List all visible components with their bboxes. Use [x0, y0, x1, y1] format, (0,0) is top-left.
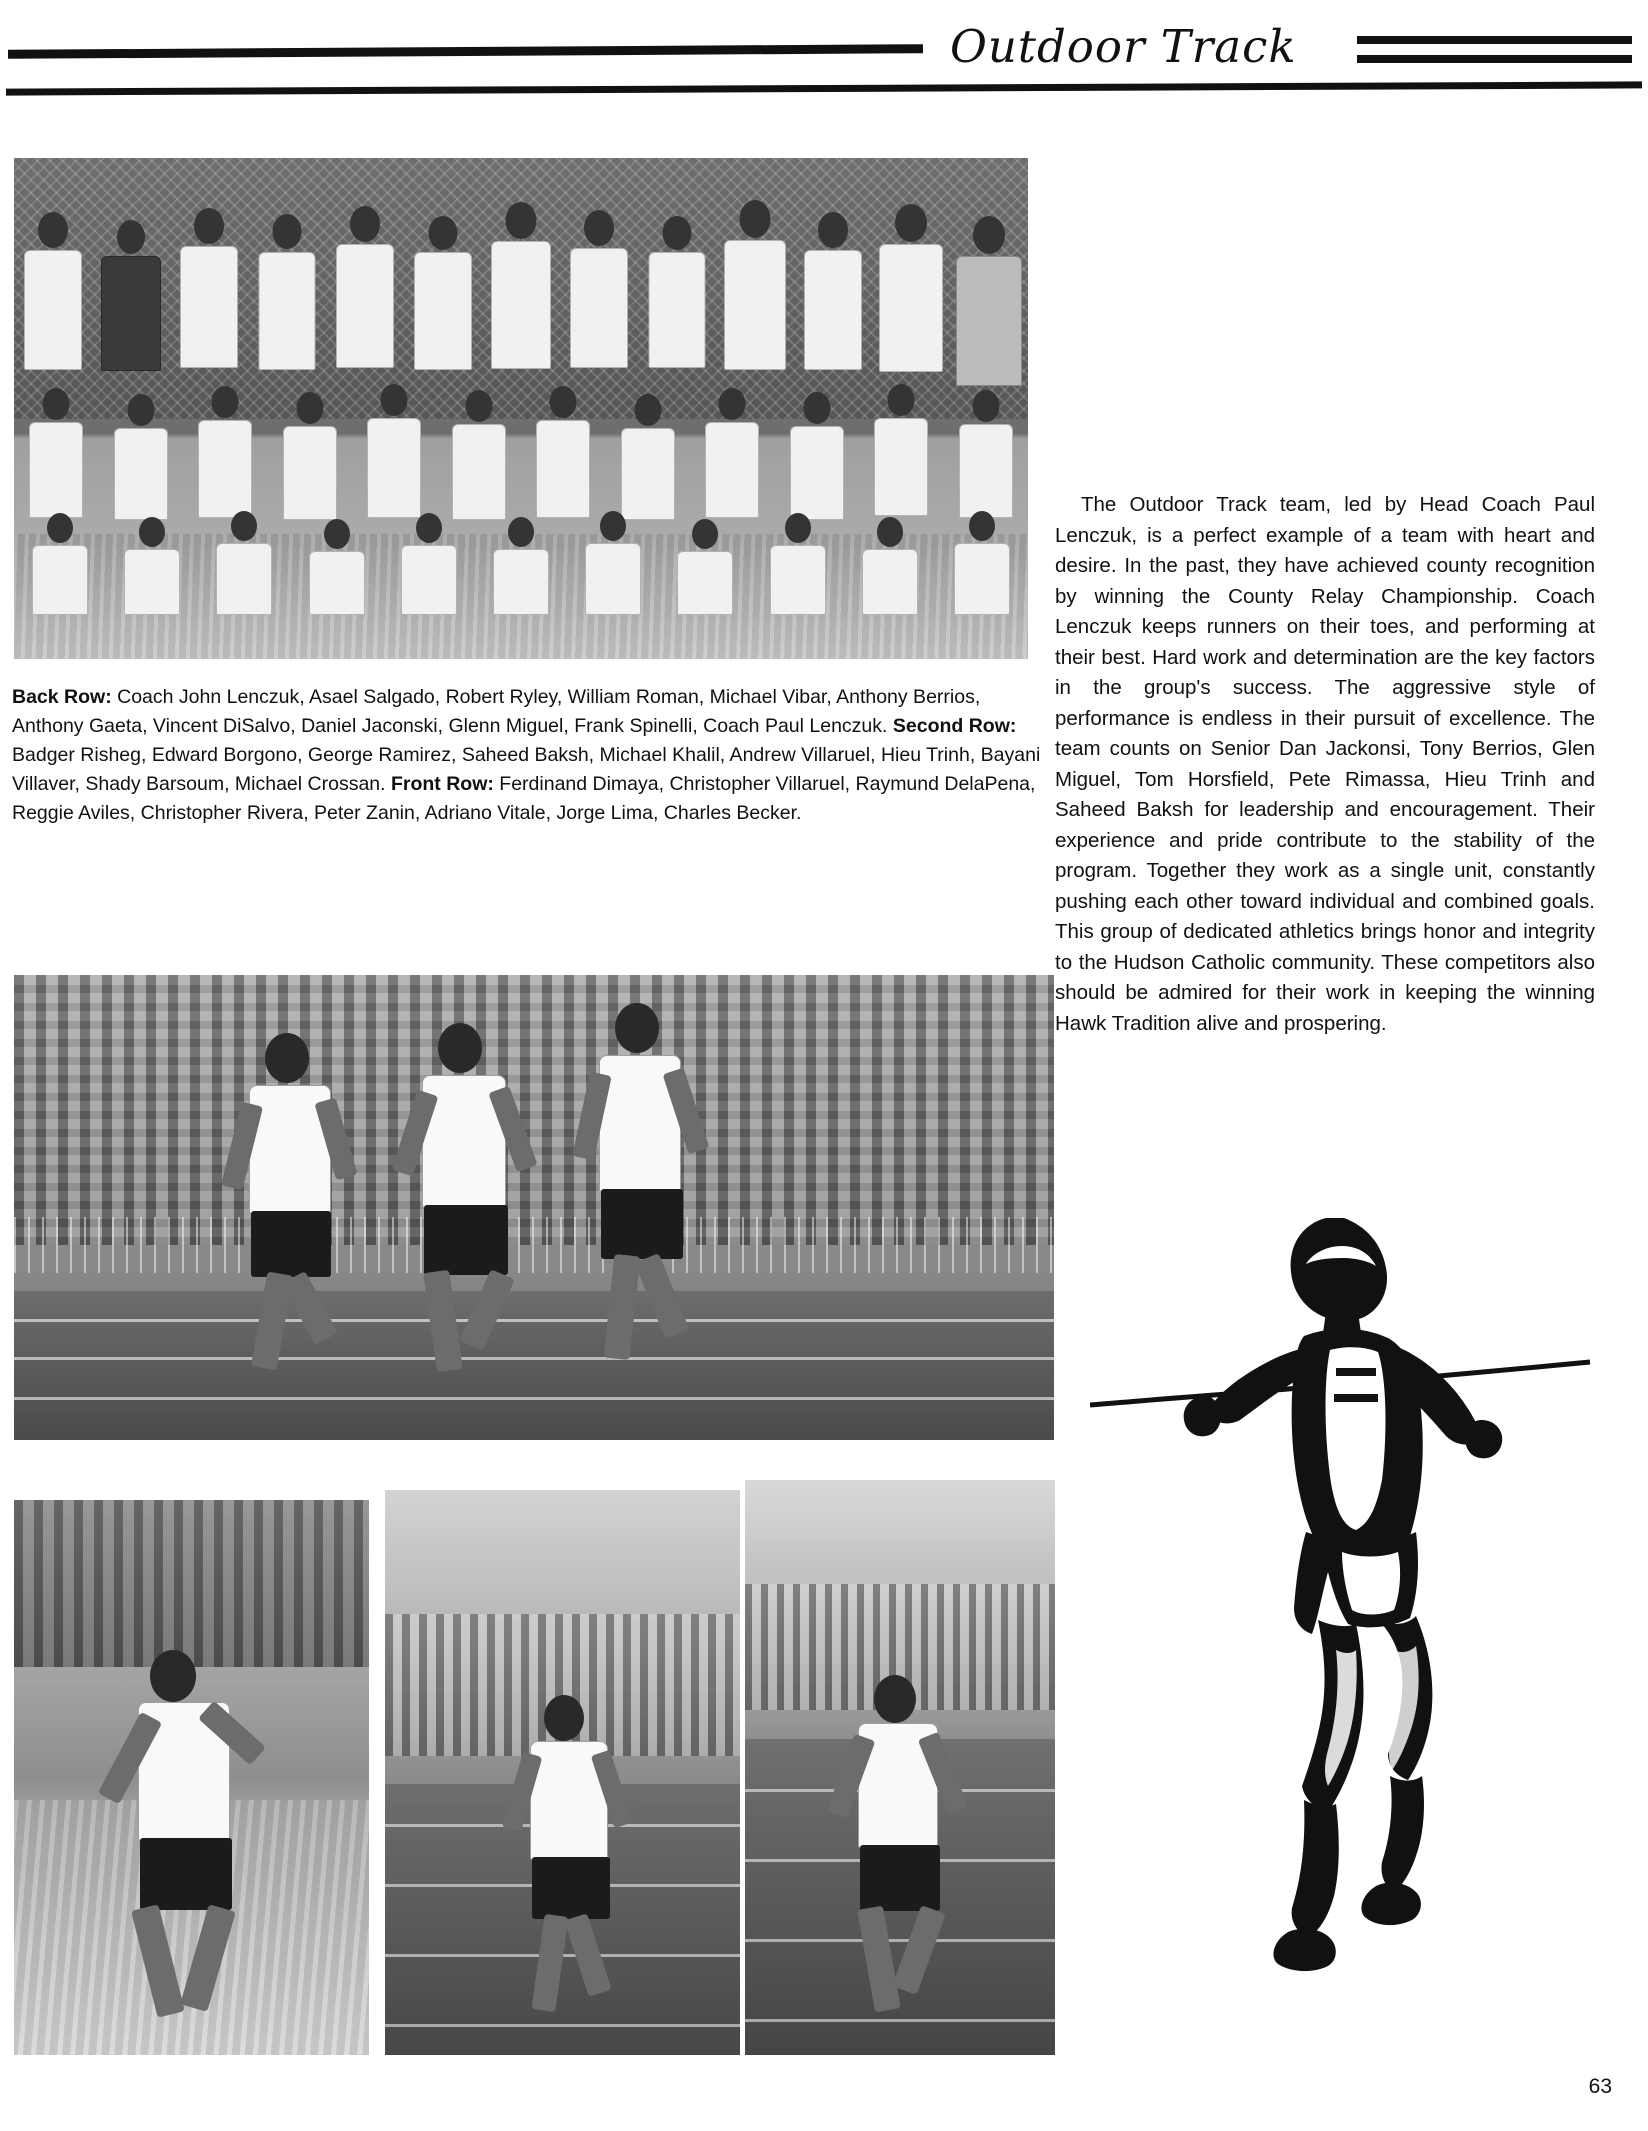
- header-rule-right-lower: [1357, 55, 1632, 63]
- caption-second-row-names: Badger Risheg, Edward Borgono, George Ramirez, Saheed Baksh, Michael Khalil, Andrew Villaruel, Hieu Trinh, Bayani Villaver, Shady Barsoum, Michael Crossan.: [12, 744, 1041, 795]
- shot-put-athlete: [114, 1650, 284, 2030]
- sprint-runner: [840, 1675, 980, 2025]
- page-header: [0, 0, 1648, 120]
- header-rule-top-left: [8, 44, 923, 59]
- caption-front-row-names: Ferdinand Dimaya, Christopher Villaruel, Raymund DelaPena, Reggie Aviles, Christopher Rivera, Peter Zanin, Adriano Vitale, Jorge Lima, Charles Becker.: [12, 773, 1036, 824]
- distance-runner: [510, 1695, 650, 2025]
- sprinter-photo: [745, 1480, 1055, 2055]
- runner-2: [404, 1023, 554, 1383]
- caption-front-row-label: Front Row:: [390, 773, 494, 795]
- runner-1: [229, 1033, 379, 1383]
- article-text: The Outdoor Track team, led by Head Coach Paul Lenczuk, is a perfect example of a team with heart and desire. In the past, they have achieved county recognition by winning the County Relay Championship. Coach Lenczuk keeps runners on their toes, and performing at their best. Hard work and determination are the key factors in the group's success. The aggressive style of performance is endless in their pursuit of excellence. The team counts on Senior Dan Jackonsi, Tony Berrios, Glen Miguel, Tom Horsfield, Pete Rimassa, Hieu Trinh and Saheed Baksh for leadership and encouragement. Their experience and pride contribute to the stability of the program. Together they work as a single unit, constantly pushing each other toward individual and combined goals. This group of dedicated athletics brings honor and integrity to the Hudson Catholic community. These competitors also should be admired for their work in keeping the winning Hawk Tradition alive and prospering.: [1055, 493, 1595, 1035]
- header-rule-right-upper: [1357, 36, 1632, 44]
- team-photo-caption: [12, 683, 1042, 828]
- caption-second-row-label: Second Row:: [892, 715, 1017, 737]
- article-body: [1055, 490, 1595, 1039]
- caption-back-row-label: Back Row:: [12, 686, 112, 708]
- distance-race-photo: [14, 975, 1054, 1440]
- header-rule-bottom: [6, 81, 1642, 95]
- page-title: Outdoor Track: [950, 20, 1297, 73]
- page-number: 63: [1588, 2075, 1612, 2098]
- runner-3: [579, 1003, 729, 1383]
- photo-front-row: [14, 503, 1028, 643]
- tree-line: [14, 1500, 369, 1667]
- shot-put-throw-photo: [14, 1500, 369, 2055]
- caption-back-row-names: Coach John Lenczuk, Asael Salgado, Robert Ryley, William Roman, Michael Vibar, Anthony Berrios, Anthony Gaeta, Vincent DiSalvo, Daniel Jaconski, Glenn Miguel, Frank Spinelli, Coach Paul Lenczuk.: [12, 686, 981, 737]
- team-group-photo: [14, 158, 1028, 659]
- runner-breaking-tape-illustration: [1090, 1180, 1610, 2010]
- distance-runner-photo: [385, 1490, 740, 2055]
